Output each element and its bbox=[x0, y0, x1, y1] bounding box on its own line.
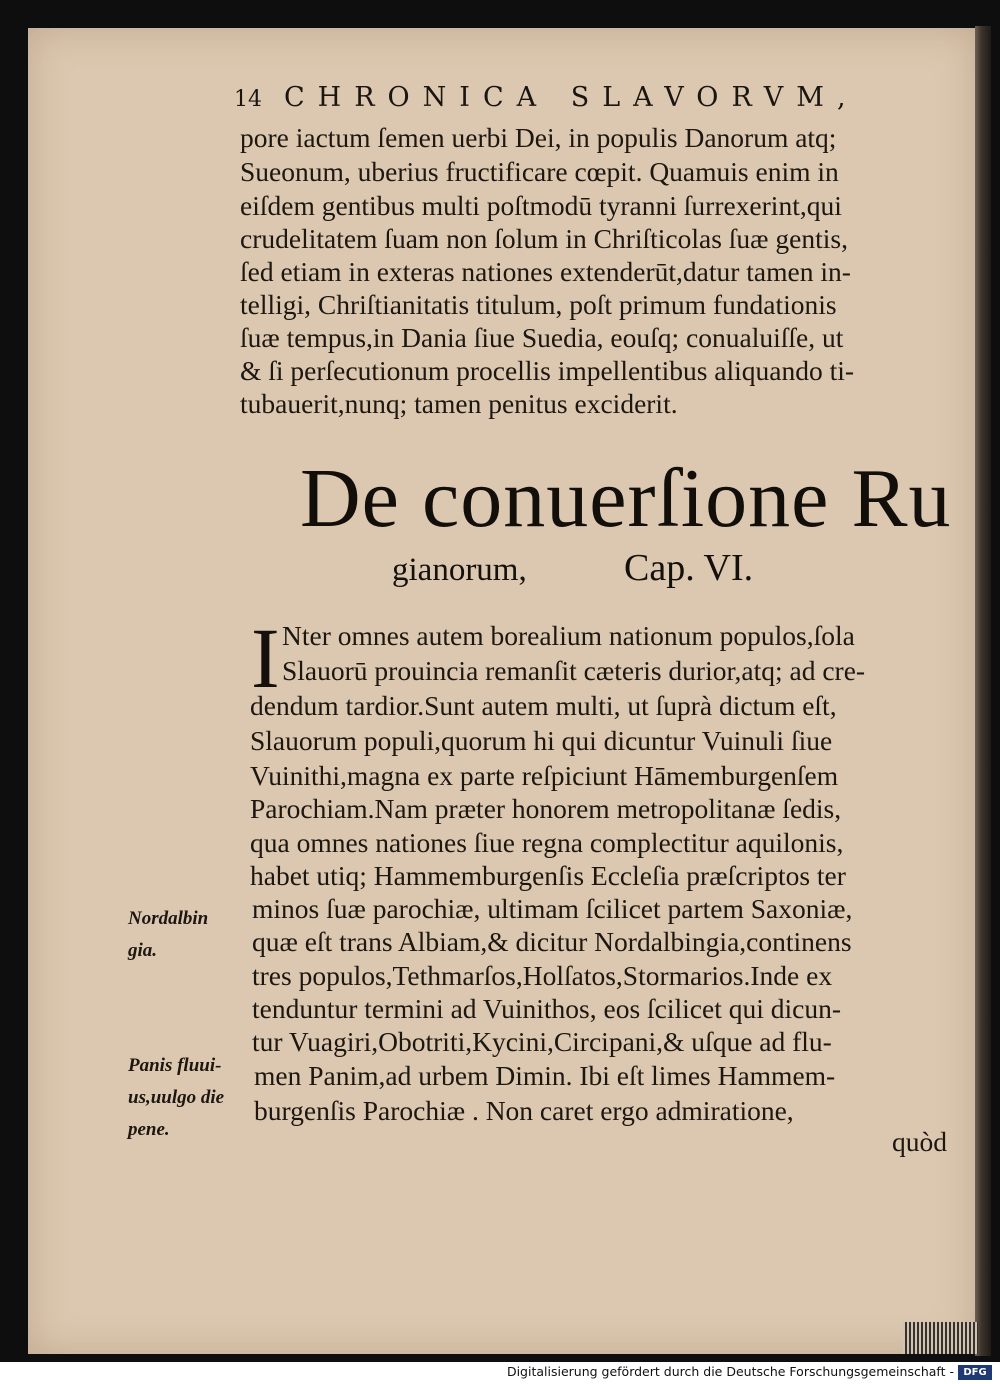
text-line: Parochiam.Nam præter honorem metropolitanæ ſedis, bbox=[250, 793, 842, 824]
margin-note-line: Panis fluui- bbox=[128, 1055, 222, 1076]
page-number: 14 bbox=[234, 87, 262, 112]
text-line: quæ eſt trans Albiam,& dicitur Nordalbingia,continens bbox=[252, 926, 852, 957]
text-line: Vuinithi,magna ex parte reſpiciunt Hāmemburgenſem bbox=[250, 760, 839, 791]
dfg-logo: DFG bbox=[958, 1365, 992, 1380]
margin-note-line: gia. bbox=[128, 940, 158, 961]
margin-note-line: pene. bbox=[128, 1119, 170, 1140]
text-line: minos ſuæ parochiæ, ultimam ſcilicet partem Saxoniæ, bbox=[252, 893, 853, 924]
text-line: Sueonum, uberius fructificare cœpit. Quamuis enim in bbox=[240, 156, 839, 187]
book-spine bbox=[975, 26, 991, 1356]
text-line: pore iactum ſemen uerbi Dei, in populis Danorum atq; bbox=[240, 122, 837, 153]
funding-credit: Digitalisierung gefördert durch die Deutsche Forschungsgemeinschaft - bbox=[506, 1364, 954, 1379]
chapter-title-continued: gianorum, bbox=[392, 552, 527, 588]
chapter-number: Cap. VI. bbox=[624, 547, 754, 589]
text-line: Slauorum populi,quorum hi qui dicuntur Vuinuli ſiue bbox=[250, 725, 833, 756]
running-header bbox=[234, 82, 859, 113]
margin-note-line: Nordalbin bbox=[128, 908, 209, 929]
text-line: eiſdem gentibus multi poſtmodū tyranni ſurrexerint,qui bbox=[240, 190, 842, 221]
running-title: CHRONICA SLAVORVM, bbox=[284, 82, 859, 113]
text-line: burgenſis Parochiæ . Non caret ergo admiratione, bbox=[254, 1095, 794, 1126]
text-line: habet utiq; Hammemburgenſis Eccleſia præſcriptos ter bbox=[250, 860, 846, 891]
text-line: men Panim,ad urbem Dimin. Ibi eſt limes Hammem- bbox=[254, 1060, 836, 1091]
text-line: Slauorū prouincia remanſit cæteris durior,atq; ad cre- bbox=[282, 655, 866, 686]
text-line: tres populos,Tethmarſos,Holſatos,Stormarios.Inde ex bbox=[252, 960, 833, 991]
text-line: tenduntur termini ad Vuinithos, eos ſcilicet qui dicun- bbox=[252, 993, 841, 1024]
text-line: tur Vuagiri,Obotriti,Kycini,Circipani,& uſque ad flu- bbox=[252, 1026, 832, 1057]
margin-note-line: us,uulgo die bbox=[128, 1087, 225, 1108]
text-line: tubauerit,nunq; tamen penitus exciderit. bbox=[240, 388, 678, 419]
chapter-title: De conuerſione Ru bbox=[300, 452, 952, 545]
text-line: crudelitatem ſuam non ſolum in Chriſticolas ſuæ gentis, bbox=[240, 223, 848, 254]
text-line: ſuæ tempus,in Dania ſiue Suedia, eouſq; conualuiſſe, ut bbox=[240, 322, 844, 353]
text-line: ſed etiam in exteras nationes extenderūt,datur tamen in- bbox=[240, 256, 851, 287]
text-line: Nter omnes autem borealium nationum populos,ſola bbox=[282, 620, 855, 651]
text-line: telligi, Chriſtianitatis titulum, poſt primum fundationis bbox=[240, 289, 837, 320]
drop-cap: I bbox=[251, 610, 280, 706]
book-edge-strip bbox=[903, 1322, 978, 1354]
text-line: & ſi perſecutionum procellis impellentibus aliquando ti- bbox=[240, 355, 855, 386]
text-line: dendum tardior.Sunt autem multi, ut ſuprà dictum eſt, bbox=[250, 690, 837, 721]
text-line: qua omnes nationes ſiue regna complectitur aquilonis, bbox=[250, 827, 844, 858]
footer-bar bbox=[0, 1362, 1000, 1384]
catchword: quòd bbox=[892, 1126, 947, 1157]
